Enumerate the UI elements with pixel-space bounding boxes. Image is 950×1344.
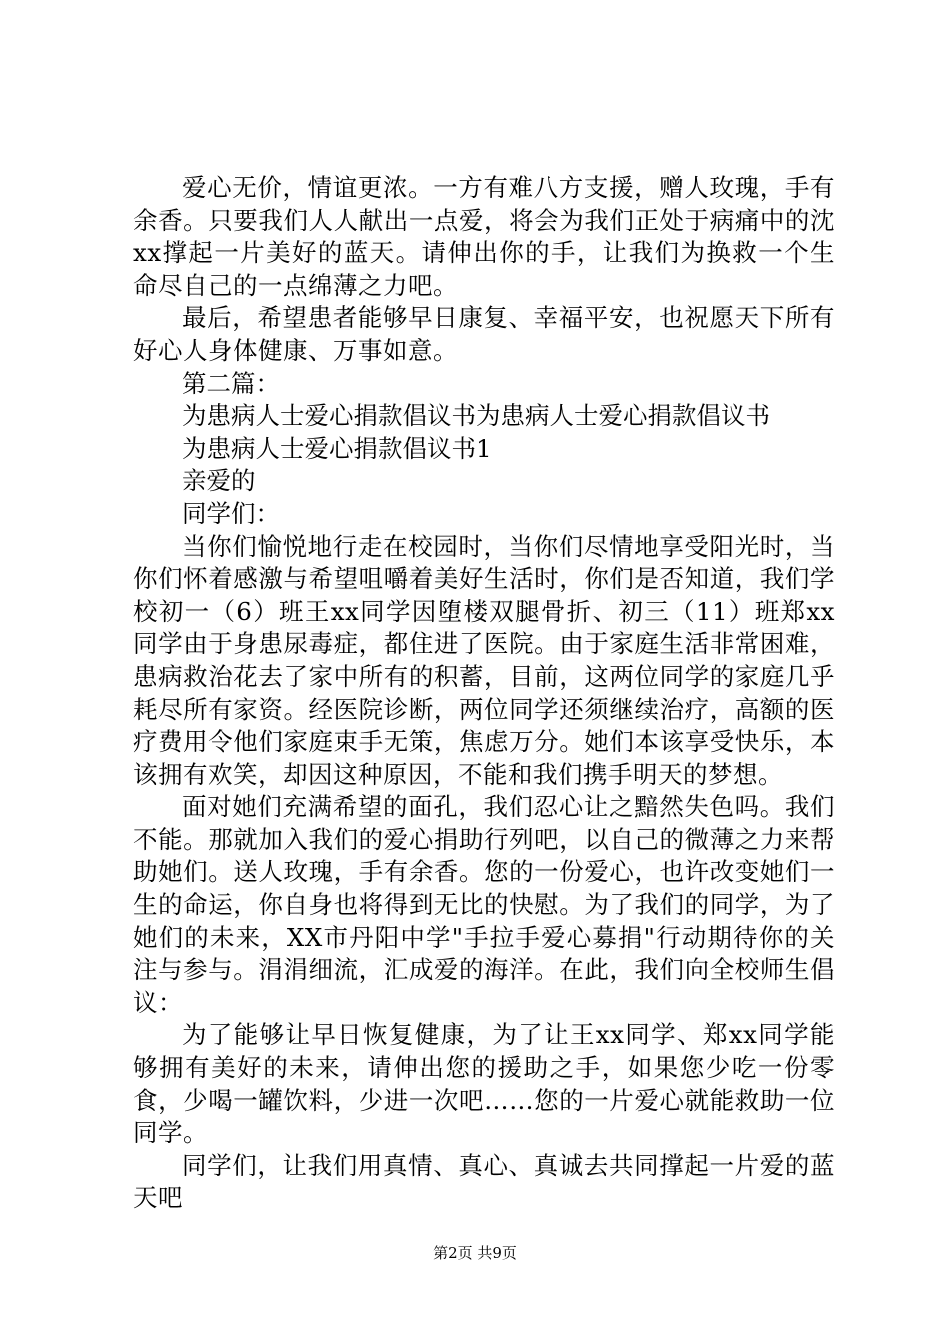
salutation-line-1: 亲爱的 (182, 466, 256, 496)
paragraph-conclusion: 同学们，让我们用真情、真心、真诚去共同撑起一片爱的蓝天吧 (133, 1150, 835, 1213)
paragraph-background: 当你们愉悦地行走在校园时，当你们尽情地享受阳光时，当你们怀着感激与希望咀嚼着美好生活时，你们是否知道，我们学校初一（6）班王xx同学因堕楼双腿骨折、初三（11）班郑xx同学由于身患尿毒症，都住进了医院。由于家庭生活非常困难，患病救治花去了家中所有的积蓄，目前，这两位同学的家庭几乎耗尽所有家资。经医院诊断，两位同学还须继续治疗，高额的医疗费用令他们家庭束手无策，焦虑万分。她们本该享受快乐，本该拥有欢笑，却因这种原因，不能和我们携手明天的梦想。 (133, 531, 835, 789)
page-indicator: 第2页 共9页 (433, 1244, 517, 1262)
section-label: 第二篇： (182, 368, 280, 398)
section-subtitle: 为患病人士爱心捐款倡议书1 (182, 433, 492, 463)
paragraph-closing-wishes: 最后，希望患者能够早日康复、幸福平安，也祝愿天下所有好心人身体健康、万事如意。 (133, 303, 835, 365)
document-body (133, 172, 835, 1215)
paragraph-love-priceless: 爱心无价，情谊更浓。一方有难八方支援，赠人玫瑰，手有余香。只要我们人人献出一点爱，将会为我们正处于病痛中的沈xx撑起一片美好的蓝天。请伸出你的手，让我们为换救一个生命尽自己的一点绵薄之力吧。 (133, 173, 835, 300)
section-title: 为患病人士爱心捐款倡议书为患病人士爱心捐款倡议书 (182, 401, 770, 431)
salutation-line-2: 同学们： (182, 498, 280, 528)
paragraph-proposal: 为了能够让早日恢复健康，为了让王xx同学、郑xx同学能够拥有美好的未来，请伸出您的援助之手，如果您少吃一份零食，少喝一罐饮料，少进一次吧……您的一片爱心就能救助一位同学。 (133, 1020, 835, 1148)
paragraph-appeal: 面对她们充满希望的面孔，我们忍心让之黯然失色吗。我们不能。那就加入我们的爱心捐助行列吧，以自己的微薄之力来帮助她们。送人玫瑰，手有余香。您的一份爱心，也许改变她们一生的命运，你自身也将得到无比的快慰。为了我们的同学，为了她们的未来，XX市丹阳中学"手拉手爱心募捐"行动期待你的关注与参与。涓涓细流，汇成爱的海洋。在此，我们向全校师生倡议： (133, 792, 835, 1017)
